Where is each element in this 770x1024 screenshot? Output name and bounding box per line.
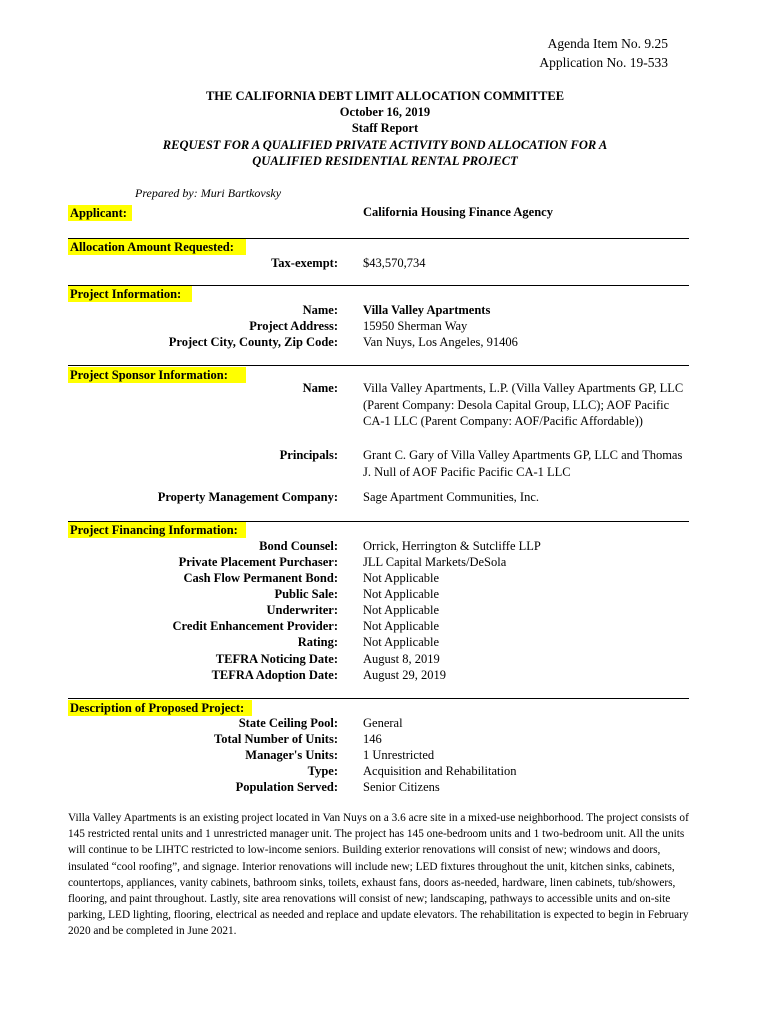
financing-value: Orrick, Herrington & Sutcliffe LLP	[363, 539, 541, 553]
prepared-by: Prepared by: Muri Bartkovsky	[135, 186, 282, 200]
project-info-heading: Project Information:	[68, 286, 192, 302]
description-label: Type:	[307, 764, 338, 778]
agenda-item-number: Agenda Item No. 9.25	[547, 36, 668, 51]
financing-value: Not Applicable	[363, 587, 440, 601]
financing-value: Not Applicable	[363, 635, 440, 649]
sponsor-name-label: Name:	[302, 381, 338, 395]
financing-label: TEFRA Adoption Date:	[211, 668, 338, 682]
project-city-value: Van Nuys, Los Angeles, 91406	[363, 335, 518, 349]
financing-label: Cash Flow Permanent Bond:	[183, 571, 338, 585]
financing-value: Not Applicable	[363, 619, 440, 633]
financing-value: JLL Capital Markets/DeSola	[363, 555, 507, 569]
financing-label: Bond Counsel:	[259, 539, 338, 553]
financing-label: Underwriter:	[266, 603, 338, 617]
financing-value: August 8, 2019	[363, 652, 440, 666]
allocation-heading: Allocation Amount Requested:	[68, 239, 246, 255]
project-city-label: Project City, County, Zip Code:	[168, 335, 338, 349]
committee-title: THE CALIFORNIA DEBT LIMIT ALLOCATION COMMITTEE	[205, 89, 565, 103]
financing-heading: Project Financing Information:	[68, 522, 246, 538]
tax-exempt-label: Tax-exempt:	[271, 256, 338, 270]
property-management-label: Property Management Company:	[157, 490, 338, 504]
applicant-value: California Housing Finance Agency	[363, 205, 553, 219]
description-label: Population Served:	[235, 780, 338, 794]
description-label: Manager's Units:	[245, 748, 338, 762]
application-number: Application No. 19-533	[539, 55, 668, 70]
section-divider	[68, 698, 689, 699]
financing-value: August 29, 2019	[363, 668, 446, 682]
financing-label: Rating:	[297, 635, 338, 649]
financing-value: Not Applicable	[363, 603, 440, 617]
section-divider	[68, 365, 689, 366]
request-title-line1: REQUEST FOR A QUALIFIED PRIVATE ACTIVITY BOND ALLOCATION FOR A	[162, 138, 608, 152]
applicant-heading: Applicant:	[68, 205, 132, 221]
financing-label: Public Sale:	[274, 587, 338, 601]
description-label: State Ceiling Pool:	[238, 716, 338, 730]
principals-label: Principals:	[279, 448, 338, 462]
financing-label: TEFRA Noticing Date:	[215, 652, 338, 666]
project-name-label: Name:	[302, 303, 338, 317]
financing-label: Private Placement Purchaser:	[178, 555, 338, 569]
principals-value: Grant C. Gary of Villa Valley Apartments GP, LLC and Thomas J. Null of AOF Pacific Pacific CA-1 LLC	[363, 448, 683, 479]
financing-value: Not Applicable	[363, 571, 440, 585]
description-value: 1 Unrestricted	[363, 748, 435, 762]
request-title-line2: QUALIFIED RESIDENTIAL RENTAL PROJECT	[252, 154, 518, 168]
project-description-paragraph: Villa Valley Apartments is an existing project located in Van Nuys on a 3.6 acre site in a mixed-use neighborhood. The project consists of 145 restricted rental units and 1 unrestricted manager unit. The project has 145 one-bedroom units and 1 two-bedroom unit. All the units will continue to be LIHTC restricted to low-income seniors. Building exterior renovations will consist of new; windows and doors, insulated “cool roofing”, and signage. Interior renovations will include new; LED fixtures throughout the unit, kitchen sinks, cabinets, countertops, appliances, vanity cabinets, bathroom sinks, toilets, exhaust fans, doors as-needed, hardware, linen cabinets, tub/showers, flooring, and paint throughout. Lastly, site area renovations will consist of new; landscaping, pathways to accessible units and on-site parking, LED lighting, flooring, electrical as needed and replace and update elevators. The rehabilitation is expected to begin in February 2020 and be completed in June 2021.	[68, 812, 689, 938]
report-type: Staff Report	[351, 121, 419, 135]
project-name-value: Villa Valley Apartments	[363, 303, 491, 317]
sponsor-heading: Project Sponsor Information:	[68, 367, 246, 383]
project-address-label: Project Address:	[249, 319, 338, 333]
tax-exempt-value: $43,570,734	[363, 256, 426, 270]
property-management-value: Sage Apartment Communities, Inc.	[363, 490, 540, 504]
financing-label: Credit Enhancement Provider:	[172, 619, 338, 633]
project-address-value: 15950 Sherman Way	[363, 319, 468, 333]
description-value: General	[363, 716, 403, 730]
sponsor-name-value: Villa Valley Apartments, L.P. (Villa Valley Apartments GP, LLC (Parent Company: Desola Capital Group, LLC); AOF Pacific CA-1 LLC (Parent Company: AOF/Pacific Affordable))	[363, 381, 684, 428]
description-heading: Description of Proposed Project:	[68, 700, 252, 716]
description-value: Senior Citizens	[363, 780, 440, 794]
report-date: October 16, 2019	[339, 105, 431, 119]
description-label: Total Number of Units:	[214, 732, 338, 746]
description-value: 146	[363, 732, 382, 746]
description-value: Acquisition and Rehabilitation	[363, 764, 517, 778]
